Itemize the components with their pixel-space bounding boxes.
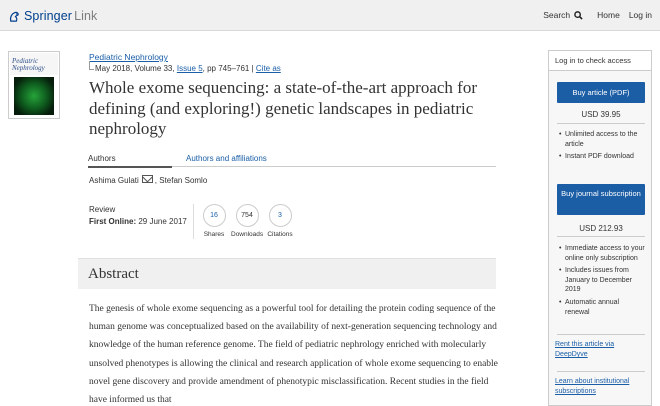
brand-suffix: Link — [74, 9, 98, 23]
brand-name: Springer — [24, 9, 73, 23]
meta-prefix: May 2018, Volume 33, — [95, 64, 175, 73]
purchase-sidebar — [548, 50, 652, 406]
list-item: • Unlimited access to the article — [559, 130, 645, 149]
metric-label: Shares — [203, 231, 225, 238]
divider — [557, 334, 645, 335]
author-name[interactable]: Ashima Gulati — [89, 176, 139, 185]
home-link[interactable]: Home — [597, 10, 620, 20]
list-item: • Includes issues from January to December 2019 — [559, 266, 645, 295]
article-metrics — [193, 204, 297, 239]
institutional-subscriptions-link[interactable]: Learn about institutional subscriptions — [555, 378, 630, 395]
journal-cover-image[interactable] — [8, 51, 60, 119]
metric-value: 16 — [203, 204, 226, 227]
article-type: Review — [89, 205, 116, 214]
author-name[interactable]: Stefan Somlo — [159, 176, 208, 185]
subscription-benefits — [559, 244, 645, 320]
metric-value: 3 — [269, 204, 292, 227]
buy-article-button[interactable]: Buy article (PDF) — [557, 82, 645, 103]
divider — [557, 123, 645, 124]
author-separator: , — [154, 176, 160, 185]
divider — [557, 371, 645, 372]
article-price: USD 39.95 — [581, 110, 621, 119]
abstract-header — [78, 258, 496, 289]
metric-label: Citations — [267, 231, 293, 238]
article-title: Whole exome sequencing: a state-of-the-art approach for defining (and exploring!) genetic landscapes in pediatric nephrology — [89, 78, 477, 138]
abstract-heading: Abstract — [88, 266, 139, 282]
springer-horse-icon — [8, 10, 21, 23]
divider — [557, 236, 645, 237]
search-label: Search — [543, 10, 571, 20]
issue-link[interactable]: Issue 5 — [176, 64, 203, 73]
search-button[interactable] — [543, 10, 583, 20]
list-item: • Automatic annual renewal — [559, 298, 645, 317]
tab-authors-affiliations[interactable]: Authors and affiliations — [186, 154, 267, 163]
rent-deepdyve-link[interactable]: Rent this article via DeepDyve — [555, 341, 615, 358]
metric-value: 754 — [236, 204, 259, 227]
metric-shares[interactable] — [198, 204, 230, 239]
meta-corner-line — [89, 61, 94, 70]
search-icon — [574, 11, 583, 20]
cite-as-link[interactable]: Cite as — [255, 64, 281, 73]
springerlink-logo[interactable] — [8, 9, 97, 23]
meta-pages: , pp 745–761 | — [202, 64, 254, 73]
tab-authors[interactable]: Authors — [88, 154, 172, 168]
buy-journal-subscription-button[interactable]: Buy journal subscription — [557, 184, 645, 215]
email-icon[interactable] — [142, 175, 153, 183]
metric-citations[interactable] — [264, 204, 296, 239]
article-benefits — [559, 130, 645, 165]
first-online — [89, 217, 187, 226]
journal-price: USD 212.93 — [579, 224, 623, 233]
article-meta — [95, 64, 281, 73]
list-item: • Immediate access to your online only subscription — [559, 244, 645, 263]
sidebar-heading: Log in to check access — [549, 51, 651, 71]
first-online-label: First Online: — [89, 217, 137, 226]
top-header — [0, 0, 660, 31]
author-list — [89, 176, 207, 185]
cover-title: Pediatric Nephrology — [12, 57, 45, 72]
metric-label: Downloads — [231, 231, 264, 238]
login-link[interactable]: Log in — [628, 10, 652, 20]
first-online-date: 29 June 2017 — [138, 217, 187, 226]
metric-downloads — [231, 204, 263, 239]
author-tabs — [88, 152, 496, 167]
cover-illustration — [14, 77, 54, 115]
list-item: • Instant PDF download — [559, 152, 645, 162]
abstract-text: The genesis of whole exome sequencing as a powerful tool for detailing the protein coding sequence of the human genome was conceptualized based on the availability of next-generation sequencing technology and knowledge of the human reference genome. The field of pediatric nephrology enriched with molecularly unsolved phenotypes is allowing the clinical and research application of whole exome sequencing to enable novel gene discovery and provide amendment of phenotypic misclassification. Recent studies in the field have informed us that — [89, 304, 498, 406]
journal-link[interactable]: Pediatric Nephrology — [89, 52, 168, 62]
